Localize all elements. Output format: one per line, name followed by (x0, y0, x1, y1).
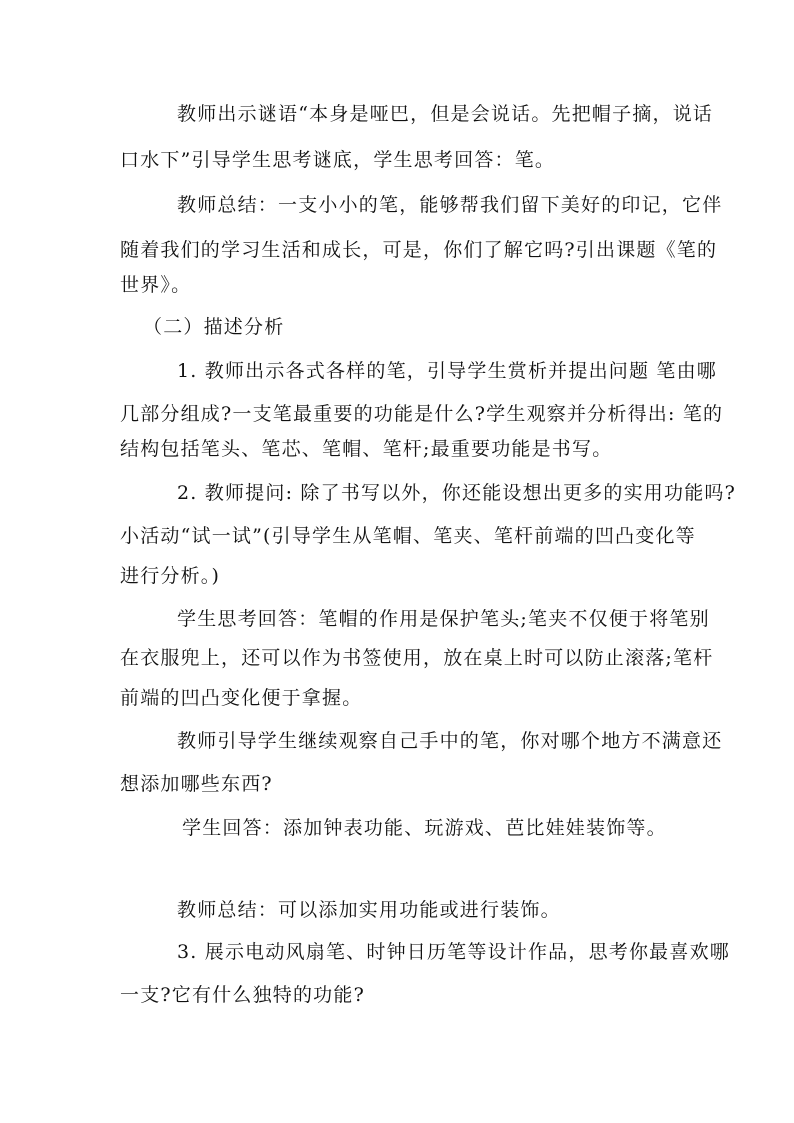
teacher-summary-1-line-3: 世界》。 (120, 274, 192, 296)
point-2-line-2: 小活动“试一试”(引导学生从笔帽、笔夹、笔杆前端的凹凸变化等 (120, 525, 696, 547)
intro-riddle-line-2: 口水下”引导学生思考谜底，学生思考回答：笔。 (120, 149, 556, 171)
section-heading: （二）描述分析 (143, 316, 285, 338)
point-2-line-1: 2. 教师提问: 除了书写以外，你还能设想出更多的实用功能吗? (177, 482, 736, 504)
student-answer-1-line-1: 学生思考回答：笔帽的作用是保护笔头;笔夹不仅便于将笔别 (177, 608, 710, 630)
point-3-line-1: 3. 展示电动风扇笔、时钟日历笔等设计作品，思考你最喜欢哪 (177, 941, 730, 963)
teacher-summary-2: 教师总结：可以添加实用功能或进行装饰。 (177, 899, 561, 921)
teacher-summary-1-line-2: 随着我们的学习生活和成长，可是，你们了解它吗?引出课题《笔的 (120, 239, 718, 261)
point-1-line-2: 几部分组成?一支笔最重要的功能是什么?学生观察并分析得出: 笔的 (120, 403, 724, 425)
teacher-guide-line-2: 想添加哪些东西? (120, 773, 273, 795)
student-answer-1-line-3: 前端的凹凸变化便于拿握。 (120, 687, 363, 709)
point-1-line-1: 1. 教师出示各式各样的笔，引导学生赏析并提出问题 笔由哪 (177, 360, 718, 382)
student-answer-1-line-2: 在衣服兜上，还可以作为书签使用，放在桌上时可以防止滚落;笔杆 (120, 647, 714, 669)
student-answer-2: 学生回答：添加钟表功能、玩游戏、芭比娃娃装饰等。 (182, 817, 667, 839)
point-2-line-3: 进行分析。) (120, 565, 221, 587)
point-3-line-2: 一支?它有什么独特的功能? (120, 984, 365, 1006)
intro-riddle-line-1: 教师出示谜语“本身是哑巴，但是会说话。先把帽子摘，说话 (177, 103, 714, 125)
teacher-guide-line-1: 教师引导学生继续观察自己手中的笔，你对哪个地方不满意还 (177, 730, 723, 752)
teacher-summary-1-line-1: 教师总结：一支小小的笔，能够帮我们留下美好的印记，它伴 (177, 194, 723, 216)
point-1-line-3: 结构包括笔头、笔芯、笔帽、笔杆;最重要功能是书写。 (120, 438, 613, 460)
